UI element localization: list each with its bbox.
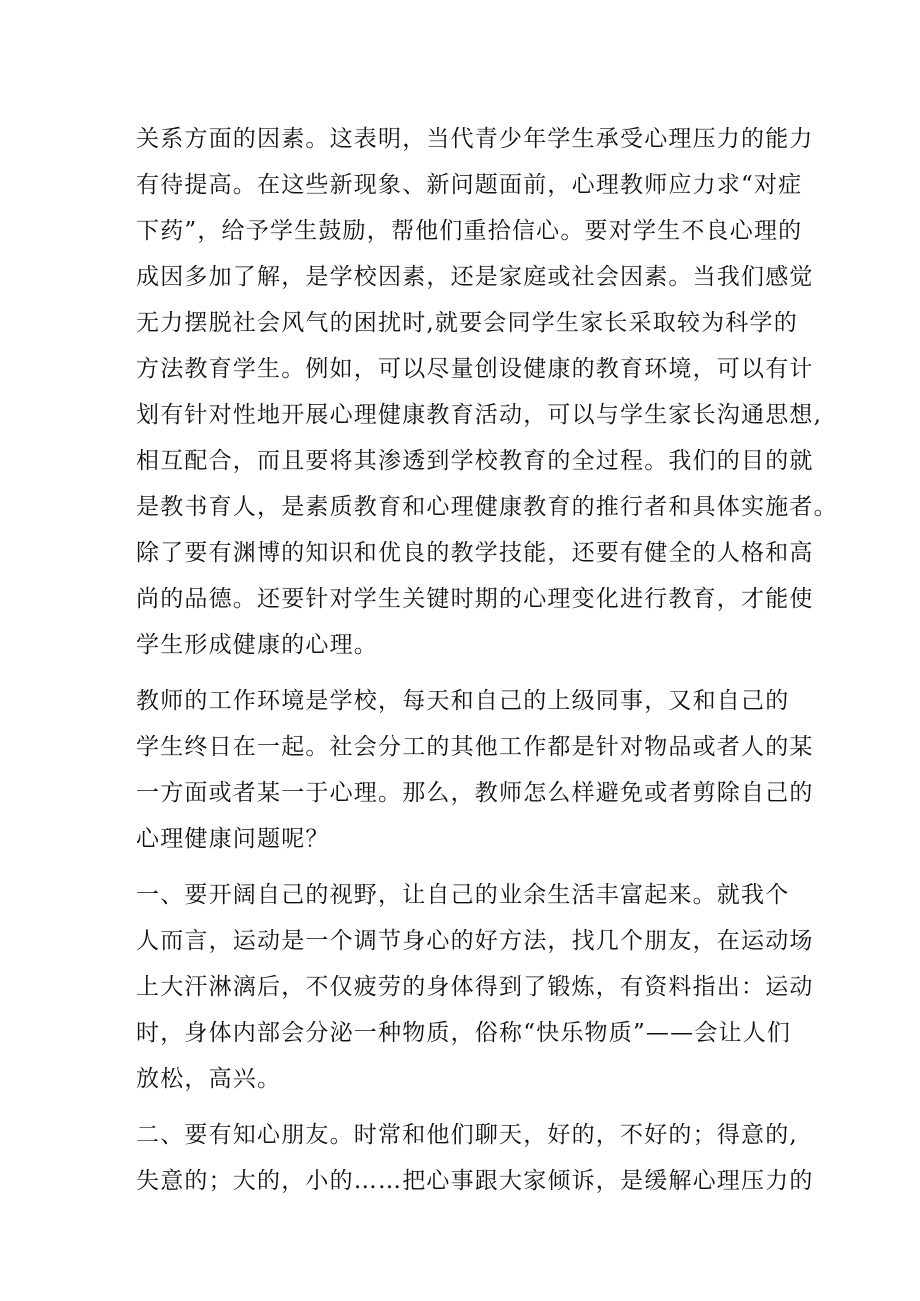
paragraph-gap	[136, 862, 808, 872]
text-line: 学生终日在一起。社会分工的其他工作都是针对物品或者人的某	[136, 734, 814, 760]
text-line: 二、要有知心朋友。时常和他们聊天，好的，不好的；得意的,	[136, 1122, 798, 1148]
text-line: 成因多加了解，是学校因素，还是家庭或社会因素。当我们感觉	[136, 264, 814, 290]
paragraph-gap	[136, 1102, 808, 1112]
text-line: 无力摆脱社会风气的困扰时,就要会同学生家长采取较为科学的	[136, 310, 798, 336]
text-line: 一、要开阔自己的视野，让自己的业余生活丰富起来。就我个	[136, 882, 790, 908]
text-line: 划有针对性地开展心理健康教育活动，可以与学生家长沟通思想,	[136, 402, 823, 428]
text-line: 人而言，运动是一个调节身心的好方法，找几个朋友，在运动场	[136, 928, 814, 954]
text-line: 下药”，给予学生鼓励，帮他们重拾信心。要对学生不良心理的	[136, 218, 803, 244]
text-line: 关系方面的因素。这表明，当代青少年学生承受心理压力的能力	[136, 126, 814, 152]
text-line: 学生形成健康的心理。	[136, 632, 378, 658]
text-line: 除了要有渊博的知识和优良的教学技能，还要有健全的人格和高	[136, 540, 814, 566]
text-line: 相互配合，而且要将其渗透到学校教育的全过程。我们的目的就	[136, 448, 814, 474]
text-line: 教师的工作环境是学校，每天和自己的上级同事，又和自己的	[136, 688, 790, 714]
text-line: 方法教育学生。例如，可以尽量创设健康的教育环境，可以有计	[136, 356, 814, 382]
text-line: 放松，高兴。	[136, 1066, 282, 1092]
text-line: 一方面或者某一于心理。那么，教师怎么样避免或者剪除自己的	[136, 780, 814, 806]
body-text	[136, 116, 838, 1204]
text-line: 失意的；大的，小的……把心事跟大家倾诉，是缓解心理压力的	[136, 1168, 814, 1194]
text-line: 上大汗淋漓后，不仅疲劳的身体得到了锻炼，有资料指出：运动	[136, 974, 814, 1000]
text-line: 尚的品德。还要针对学生关键时期的心理变化进行教育，才能使	[136, 586, 814, 612]
text-line: 是教书育人，是素质教育和心理健康教育的推行者和具体实施者。	[136, 494, 838, 520]
text-line: 心理健康问题呢？	[136, 826, 330, 852]
paragraph-gap	[136, 668, 808, 678]
text-line: 有待提高。在这些新现象、新问题面前，心理教师应力求“对症	[136, 172, 803, 198]
text-line: 时，身体内部会分泌一种物质，俗称“快乐物质”——会让人们	[136, 1020, 792, 1046]
